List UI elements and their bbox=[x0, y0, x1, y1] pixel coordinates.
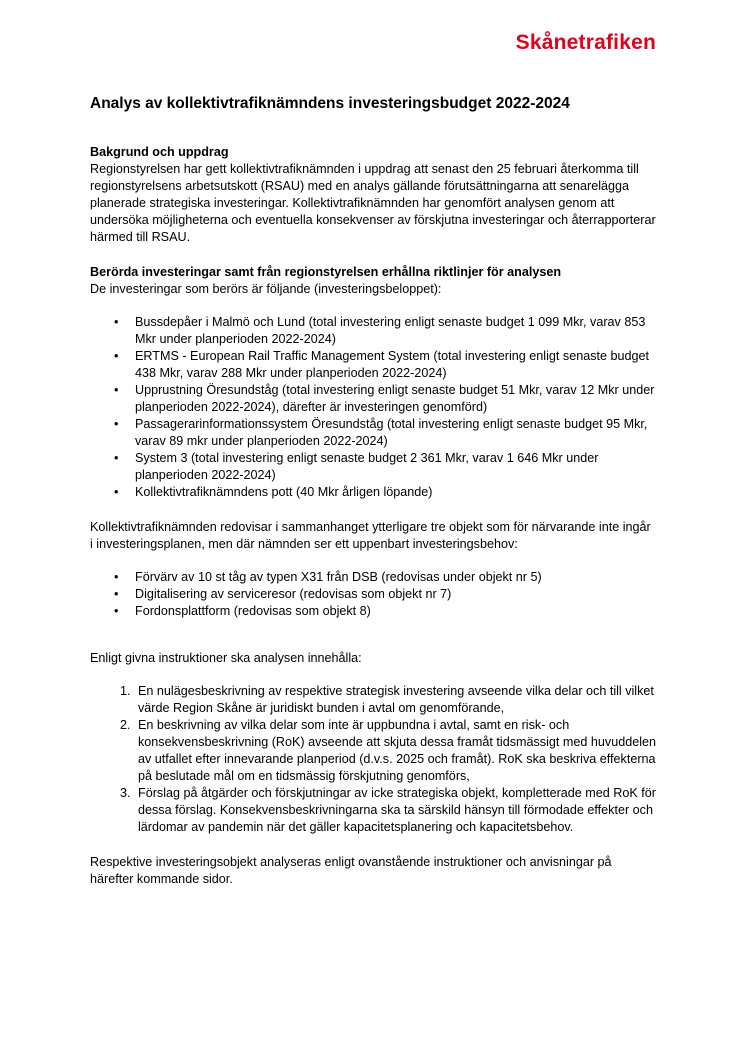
numbered-item: 3. Förslag på åtgärder och förskjutningar av icke strategiska objekt, kompletterade med RoK för dessa förslag. Konsekvensbeskrivningarna ska ta särskild hänsyn till förmodade effekter och lärdomar av pandemin när det gäller kapacitetsplanering och kapacitetsbehov. bbox=[134, 785, 656, 836]
list-item: • System 3 (total investering enligt senaste budget 2 361 Mkr, varav 1 646 Mkr under planperioden 2022-2024) bbox=[90, 450, 656, 484]
page-title: Analys av kollektivtrafiknämndens investeringsbudget 2022-2024 bbox=[90, 95, 570, 112]
instructions-intro: Enligt givna instruktioner ska analysen innehålla: bbox=[90, 651, 362, 665]
skanetrafiken-logo: Skånetrafiken bbox=[515, 31, 656, 54]
investments-heading: Berörda investeringar samt från regionstyrelsen erhållna riktlinjer för analysen bbox=[90, 265, 562, 279]
instructions-list bbox=[90, 683, 656, 836]
background-paragraph: Regionstyrelsen har gett kollektivtrafiknämnden i uppdrag att senast den 25 februari återkomma till regionstyrelsens arbetsutskott (RSAU) med en analys gällande förutsättningarna att senarelägga planerade strategiska investeringar. Kollektivtrafiknämnden har genomfört analysen genom att undersöka möjligheterna och eventuella konsekvenser av förskjutna investeringar och återrapporterar härmed till RSAU. bbox=[90, 162, 656, 244]
list-item: • Förvärv av 10 st tåg av typen X31 från DSB (redovisas under objekt nr 5) bbox=[90, 569, 656, 586]
numbered-item: 2. En beskrivning av vilka delar som inte är uppbundna i avtal, samt en risk- och konsekvensbeskrivning (RoK) avseende att skjuta dessa framåt tidsmässigt med huvuddelen av utfallet efter innevarande planperiod (d.v.s. 2025 och framåt). RoK ska beskriva effekterna på beslutade mål om en tidsmässig förskjutning genomförs, bbox=[134, 717, 656, 785]
section-investments bbox=[90, 264, 656, 501]
list-item: • Kollektivtrafiknämndens pott (40 Mkr årligen löpande) bbox=[90, 484, 656, 501]
list-item: • ERTMS - European Rail Traffic Management System (total investering enligt senaste budget 438 Mkr, varav 288 Mkr under planperioden 2022-2024) bbox=[90, 348, 656, 382]
investments-intro: De investeringar som berörs är följande (investeringsbeloppet): bbox=[90, 282, 442, 296]
list-item: • Fordonsplattform (redovisas som objekt 8) bbox=[90, 603, 656, 620]
background-heading: Bakgrund och uppdrag bbox=[90, 145, 229, 159]
closing-paragraph: Respektive investeringsobjekt analyseras enligt ovanstående instruktioner och anvisningar på härefter kommande sidor. bbox=[90, 855, 612, 886]
list-item: • Upprustning Öresundståg (total investering enligt senaste budget 51 Mkr, varav 12 Mkr under planperioden 2022-2024), därefter är investeringen genomförd) bbox=[90, 382, 656, 416]
investments-list bbox=[90, 314, 656, 501]
section-background bbox=[90, 144, 656, 246]
additional-objects-list bbox=[90, 569, 656, 620]
additional-objects-intro: Kollektivtrafiknämnden redovisar i sammanhanget ytterligare tre objekt som för närvarande inte ingår i investeringsplanen, men där nämnden ser ett uppenbart investeringsbehov: bbox=[90, 520, 651, 551]
section-additional-objects bbox=[90, 519, 656, 620]
list-item: • Digitalisering av serviceresor (redovisas som objekt nr 7) bbox=[90, 586, 656, 603]
list-item: • Bussdepåer i Malmö och Lund (total investering enligt senaste budget 1 099 Mkr, varav 853 Mkr under planperioden 2022-2024) bbox=[90, 314, 656, 348]
numbered-item: 1. En nulägesbeskrivning av respektive strategisk investering avseende vilka delar och till vilket värde Region Skåne är juridiskt bunden i avtal om genomförande, bbox=[134, 683, 656, 717]
header bbox=[90, 31, 656, 54]
spacer bbox=[90, 638, 656, 650]
list-item: • Passagerarinformationssystem Öresundståg (total investering enligt senaste budget 95 Mkr, varav 89 mkr under planperioden 2022-2024) bbox=[90, 416, 656, 450]
section-instructions bbox=[90, 638, 656, 836]
